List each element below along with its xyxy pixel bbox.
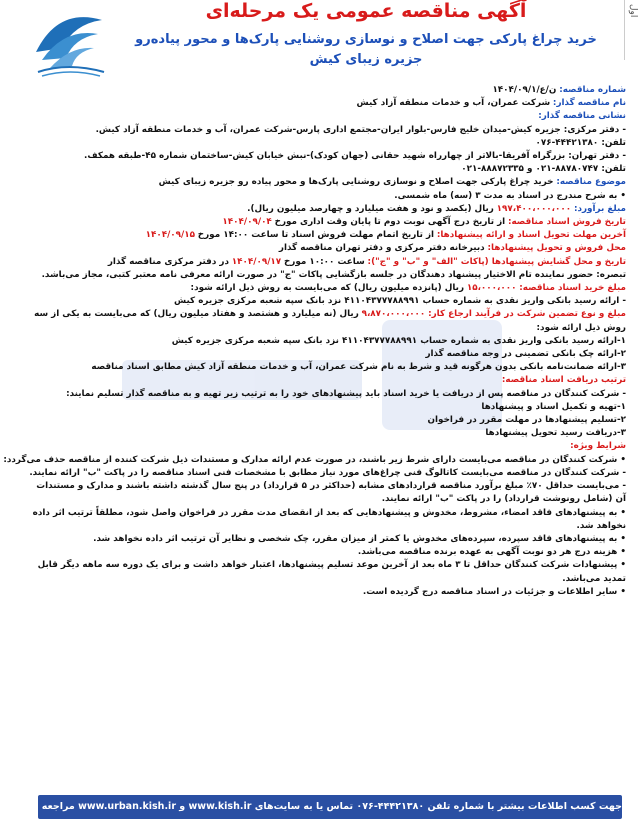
- guarantee-words: ریال (نه میلیارد و هشتصد و هفتاد میلیون ریال) که می‌بایست به یکی از سه: [34, 309, 359, 320]
- condition-item: - می‌بایست حداقل ۷۰٪ مبلغ برآورد مناقصه قراردادهای مشابه (حداکثر در ۵ قرارداد) در پنج سال گذشته داشته باشند و مدارک و مستندات آن (شامل رونوشت قرارداد) را در پاکت "ب" ارائه نمایند.: [36, 481, 626, 505]
- guarantee-list: [30, 335, 626, 375]
- subtitle-line-1: خرید چراغ پارکی جهت اصلاح و نوسازی روشنایی پارک‌ها و محور پیاده‌رو: [135, 32, 597, 47]
- place-value: دبیرخانه دفتر مرکزی و دفتر تهران مناقصه گذار: [278, 243, 485, 254]
- deadline-label: آخرین مهلت تحویل اسناد و ارائه پیشنهادها:: [436, 230, 626, 241]
- condition-item: - شرکت کنندگان در مناقصه می‌بایست کاتالوگ فنی چراغ‌های مورد نیاز مطابق با مشخصات فنی اسناد مناقصه را در پاکت "ب" ارائه نمایند.: [29, 467, 626, 478]
- condition-item: • سایر اطلاعات و جزئیات در اسناد مناقصه درج گردیده است.: [362, 586, 626, 597]
- notice-subtitle: [114, 30, 618, 70]
- doc-price-label: مبلغ خرید اسناد مناقصه:: [519, 283, 626, 294]
- order-item: ۲-تسلیم پیشنهادها در مهلت مقرر در فراخوان: [427, 415, 626, 426]
- address-tehran: - دفتر تهران: بزرگراه آفریقا-بالاتر از چهارراه شهید حقانی (جهان کودک)-نبش خیابان کیش-ساختمان شماره ۴۵-طبقه همکف.: [84, 151, 626, 162]
- address-label: نشانی مناقصه گذار:: [538, 111, 626, 122]
- sale-date-row: [30, 216, 626, 229]
- subject-row: [30, 176, 626, 189]
- tender-number-value: ن/ع/۱۴۰۴/۰۹/۱: [492, 85, 557, 95]
- organization-logo-icon: [28, 2, 110, 80]
- order-item: ۳-دریافت رسید تحویل پیشنهادها: [485, 428, 626, 439]
- sale-date-label: تاریخ فروش اسناد مناقصه:: [507, 217, 626, 228]
- conditions-label: شرایط ویژه:: [570, 441, 626, 452]
- deadline-row: [30, 229, 626, 242]
- estimate-value: ۱۹۷،۴۰۰،۰۰۰،۰۰۰: [496, 203, 572, 214]
- estimate-label: مبلغ برآورد:: [573, 203, 626, 214]
- contact-footer: جهت کسب اطلاعات بیشتر با شماره تلفن ۴۴۴۲۱۳۸۰-۰۷۶ تماس یا به سایت‌های www.kish.ir و www.urban.kish.ir مراجعه فرمایید.: [38, 795, 622, 819]
- condition-item: • هزینه درج هر دو نوبت آگهی به عهده برنده مناقصه می‌باشد.: [357, 547, 626, 558]
- guarantee-value: ۹،۸۷۰،۰۰۰،۰۰۰: [361, 309, 426, 320]
- order-label: ترتیب دریافت اسناد مناقصه:: [501, 375, 626, 386]
- estimate-words: ریال (یکصد و نود و هفت میلیارد و چهارصد میلیون ریال).: [247, 203, 494, 214]
- guarantee-row: [30, 308, 626, 321]
- guarantee-item: ۲-ارائه چک بانکی تضمینی در وجه مناقصه گذار: [425, 349, 626, 360]
- guarantee-item: ۱-ارائه رسید بانکی واریز نقدی به شماره حساب ۴۱۱۰۴۳۷۷۷۸۸۹۹۱ نزد بانک سپه شعبه مرکزی جزیره کیش: [171, 335, 626, 346]
- order-intro: - شرکت کنندگان در مناقصه پس از دریافت یا خرید اسناد باید پیشنهادهای خود را به ترتیب زیر تهیه و به مناقصه گذار تسلیم نمایند:: [66, 388, 626, 399]
- opening-row: [30, 256, 626, 269]
- tender-number-label: شماره مناقصه:: [559, 85, 626, 95]
- deadline-value: ۱۴۰۴/۰۹/۱۵: [145, 230, 195, 241]
- opening-value: ۱۴۰۴/۰۹/۱۷: [231, 256, 282, 267]
- page-edge-tab: [624, 0, 638, 60]
- opening-label: تاریخ و محل گشایش پیشنهادها (پاکات "الف" و "ب" و "ج"):: [367, 256, 626, 267]
- doc-price-value: ۱۵،۰۰۰،۰۰۰: [466, 283, 517, 294]
- sale-date-text: از تاریخ درج آگهی نوبت دوم تا پایان وقت اداری مورخ: [274, 217, 506, 228]
- subject-label: موضوع مناقصه:: [556, 177, 626, 188]
- guarantee-item: ۳-ارائه ضمانت‌نامه بانکی بدون هرگونه قید و شرط به نام شرکت عمران، آب و خدمات منطقه آزاد کیش مطابق اسناد مناقصه: [91, 362, 626, 373]
- guarantee-label: مبلغ و نوع تضمین شرکت در فرآیند ارجاع کار:: [428, 309, 626, 320]
- doc-price-words: ریال (پانزده میلیون ریال) که می‌بایست به روش ذیل ارائه شود:: [190, 283, 465, 294]
- phone-center: تلفن: ۴۴۴۲۱۳۸۰-۰۷۶: [535, 137, 626, 148]
- place-row: [30, 242, 626, 255]
- phone-tehran: تلفن: ۸۸۷۸۰۷۴۷-۰۲۱ و ۸۸۸۷۲۳۳۵-۰۲۱: [461, 164, 626, 175]
- opening-place: در دفتر مرکزی مناقصه گذار: [107, 256, 229, 267]
- order-item: ۱-تهیه و تکمیل اسناد و پیشنهادها: [481, 401, 626, 412]
- condition-item: • شرکت کنندگان در مناقصه می‌بایست دارای شرط زیر باشند، در صورت عدم ارائه مدارک و مستندات ذیل شرکت کننده از مناقصه حذف می‌گردد:: [3, 454, 626, 465]
- doc-price-row: [30, 282, 626, 295]
- subject-note: • به شرح مندرج در اسناد به مدت ۳ (سه) ماه شمسی.: [394, 190, 626, 201]
- condition-item: • به پیشنهادهای فاقد سپرده، سپرده‌های مخدوش یا کمتر از میزان مقرر، چک شخصی و نظایر آن ترتیب اثر داده نخواهد شد.: [93, 533, 626, 544]
- attendance-note: تبصره: حضور نماینده تام الاختیار پیشنهاد دهندگان در جلسه بازگشایی پاکات "ج" در صورت ارائه معرفی نامه معتبر کتبی، مجاز می‌باشد.: [41, 269, 626, 280]
- tender-number-row: [30, 84, 626, 97]
- organizer-value: شرکت عمران، آب و خدمات منطقه آزاد کیش: [356, 98, 551, 109]
- organizer-row: [30, 97, 626, 110]
- deadline-text: از تاریخ اتمام مهلت فروش اسناد تا ساعت ۱۴:۰۰ مورخ: [197, 230, 435, 241]
- estimate-row: [30, 203, 626, 216]
- conditions-list: [3, 454, 626, 599]
- notice-body: [3, 84, 626, 599]
- organizer-label: نام مناقصه گذار:: [552, 98, 626, 109]
- address-center: - دفتر مرکزی: جزیره کیش-میدان خلیج فارس-بلوار ایران-مجتمع اداری پارس-شرکت عمران، آب و خدمات منطقه آزاد کیش.: [95, 124, 626, 135]
- doc-price-method: - ارائه رسید بانکی واریز نقدی به شماره حساب ۴۱۱۰۴۳۷۷۷۸۸۹۹۱ نزد بانک سپه شعبه مرکزی جزیره کیش: [174, 296, 626, 307]
- guarantee-words-2: روش ذیل ارائه شود:: [536, 322, 626, 333]
- order-list: [30, 401, 626, 441]
- edge-label: اول: [628, 4, 638, 18]
- opening-text: ساعت ۱۰:۰۰ مورخ: [283, 256, 365, 267]
- place-label: محل فروش و تحویل پیشنهادها:: [487, 243, 626, 254]
- notice-title: آگهی مناقصه عمومی یک مرحله‌ای: [205, 0, 527, 22]
- subtitle-line-2: جزیره زیبای کیش: [309, 52, 423, 67]
- condition-item: • پیشنهادات شرکت کنندگان حداقل تا ۳ ماه بعد از آخرین موعد تسلیم پیشنهادها، اعتبار خواهد داشت و برای یک دوره سه ماهه دیگر قابل تمدید می‌باشد.: [37, 560, 626, 584]
- sale-date-value: ۱۴۰۴/۰۹/۰۴: [222, 217, 272, 228]
- condition-item: • به پیشنهادهای فاقد امضاء، مشروط، مخدوش و پیشنهادهایی که بعد از انقضای مدت مقرر در فراخوان واصل شود، مطلقاً ترتیب اثر داده نخواهد شد.: [32, 507, 626, 531]
- subject-value: خرید چراغ پارکی جهت اصلاح و نوسازی روشنایی پارک‌ها و محور پیاده رو جزیره زیبای کیش: [158, 177, 554, 188]
